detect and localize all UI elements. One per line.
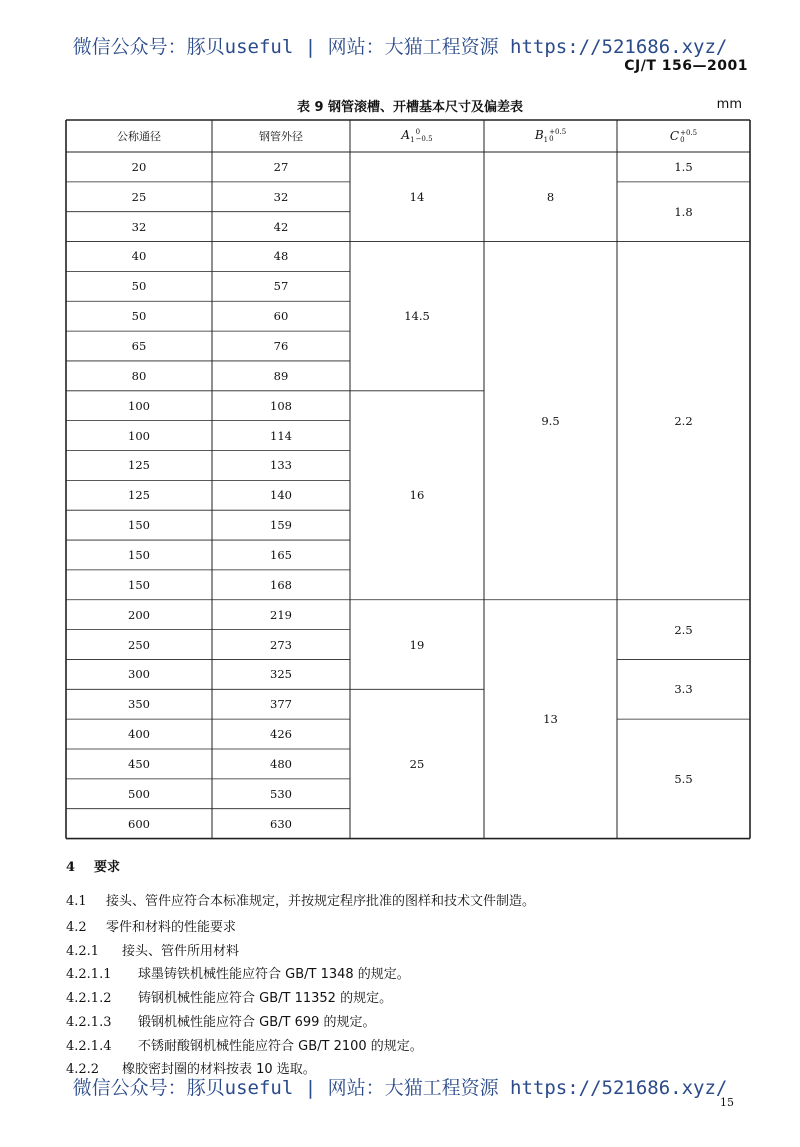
page-number: 15 [720,1096,734,1109]
watermark-top: 微信公众号：豚贝useful | 网站：大猫工程资源 https://521686.xyz/ [72,36,728,58]
cell-c: 5.5 [674,771,693,786]
watermark-bottom: 微信公众号：豚贝useful | 网站：大猫工程资源 https://521686.xyz/ [72,1077,728,1099]
cell-nominal-diameter: 250 [128,637,150,652]
cell-a1: 14 [409,189,425,204]
section-item [66,1035,423,1054]
section-text: 铸钢机械性能应符合 GB/T 11352 的规定。 [138,991,393,1006]
section-item [66,963,410,982]
section-heading [66,856,120,875]
section-text: 球墨铸铁机械性能应符合 GB/T 1348 的规定。 [138,967,410,982]
cell-nominal-diameter: 450 [128,756,150,771]
cell-outer-diameter: 60 [273,309,289,324]
section-number: 4.2.1.3 [66,1015,112,1030]
section-item [66,940,239,959]
cell-b1: 13 [543,712,558,727]
cell-c: 1.5 [674,159,693,174]
table-title: 表 9 钢管滚槽、开槽基本尺寸及偏差表 [296,100,524,115]
cell-outer-diameter: 168 [270,577,292,592]
cell-outer-diameter: 32 [273,189,289,204]
cell-outer-diameter: 377 [270,697,292,712]
cell-nominal-diameter: 50 [131,279,147,294]
cell-nominal-diameter: 20 [131,159,147,174]
cell-outer-diameter: 426 [270,727,292,742]
section-item [66,987,392,1006]
section-number: 4 [66,860,76,875]
cell-nominal-diameter: 125 [128,488,150,503]
cell-c: 1.8 [674,204,693,219]
cell-a1: 19 [409,637,425,652]
cell-outer-diameter: 114 [270,428,292,443]
cell-nominal-diameter: 600 [128,816,150,831]
cell-c: 2.5 [674,622,693,637]
cell-nominal-diameter: 150 [128,547,150,562]
cell-outer-diameter: 42 [273,219,289,234]
cell-nominal-diameter: 80 [131,368,147,383]
standard-code: CJ/T 156—2001 [624,58,748,74]
cell-nominal-diameter: 400 [128,727,150,742]
cell-nominal-diameter: 350 [128,697,150,712]
cell-nominal-diameter: 100 [128,428,150,443]
cell-outer-diameter: 133 [270,458,292,473]
section-item [66,1011,376,1030]
cell-nominal-diameter: 40 [131,249,147,264]
cell-b1: 8 [546,189,555,204]
section-text: 要求 [94,860,121,875]
cell-nominal-diameter: 100 [128,398,150,413]
cell-b1: 9.5 [541,413,560,428]
cell-outer-diameter: 27 [273,159,289,174]
section-text: 不锈耐酸钢机械性能应符合 GB/T 2100 的规定。 [138,1039,423,1054]
cell-nominal-diameter: 25 [131,189,147,204]
cell-a1: 16 [409,488,425,503]
header-b1: $B_1$ +0.5 0 [534,127,567,145]
cell-a1: 25 [409,756,425,771]
section-number: 4.2.1.1 [66,967,112,982]
cell-outer-diameter: 89 [273,368,289,383]
cell-c: 3.3 [674,682,693,697]
cell-nominal-diameter: 65 [131,339,147,354]
section-text: 锻钢机械性能应符合 GB/T 699 的规定。 [138,1015,376,1030]
cell-outer-diameter: 108 [270,398,292,413]
cell-nominal-diameter: 300 [128,667,150,682]
section-number: 4.2.1.4 [66,1039,112,1054]
section-number: 4.2.2 [66,1062,100,1077]
cell-outer-diameter: 140 [270,488,292,503]
cell-outer-diameter: 165 [270,547,292,562]
cell-outer-diameter: 76 [273,339,289,354]
section-item [66,916,236,935]
cell-nominal-diameter: 150 [128,577,150,592]
section-item [66,890,535,909]
header-outer-diameter: 钢管外径 [259,130,303,143]
header-nominal-diameter: 公称通径 [117,130,161,143]
cell-outer-diameter: 273 [270,637,292,652]
cell-outer-diameter: 630 [270,816,292,831]
section-text: 橡胶密封圈的材料按表 10 选取。 [122,1062,316,1077]
section-text: 零件和材料的性能要求 [106,920,237,935]
table-unit: mm [716,97,742,112]
cell-nominal-diameter: 50 [131,309,147,324]
cell-outer-diameter: 325 [270,667,292,682]
cell-outer-diameter: 219 [270,607,292,622]
cell-outer-diameter: 480 [270,756,292,771]
section-text: 接头、管件应符合本标准规定，并按规定程序批准的图样和技术文件制造。 [106,894,536,909]
cell-outer-diameter: 159 [270,518,292,533]
cell-c: 2.2 [674,413,693,428]
section-number: 4.1 [66,894,87,909]
section-number: 4.2 [66,920,87,935]
section-number: 4.2.1 [66,944,100,959]
header-a1: $A_1$ 0 −0.5 [401,127,433,145]
cell-nominal-diameter: 500 [128,786,150,801]
cell-outer-diameter: 530 [270,786,292,801]
cell-nominal-diameter: 32 [131,219,147,234]
cell-nominal-diameter: 200 [128,607,150,622]
cell-outer-diameter: 57 [273,279,289,294]
cell-outer-diameter: 48 [273,249,289,264]
section-number: 4.2.1.2 [66,991,112,1006]
header-c: C +0.5 0 [669,128,698,144]
section-text: 接头、管件所用材料 [122,944,240,959]
cell-nominal-diameter: 150 [128,518,150,533]
cell-nominal-diameter: 125 [128,458,150,473]
cell-a1: 14.5 [404,309,430,324]
